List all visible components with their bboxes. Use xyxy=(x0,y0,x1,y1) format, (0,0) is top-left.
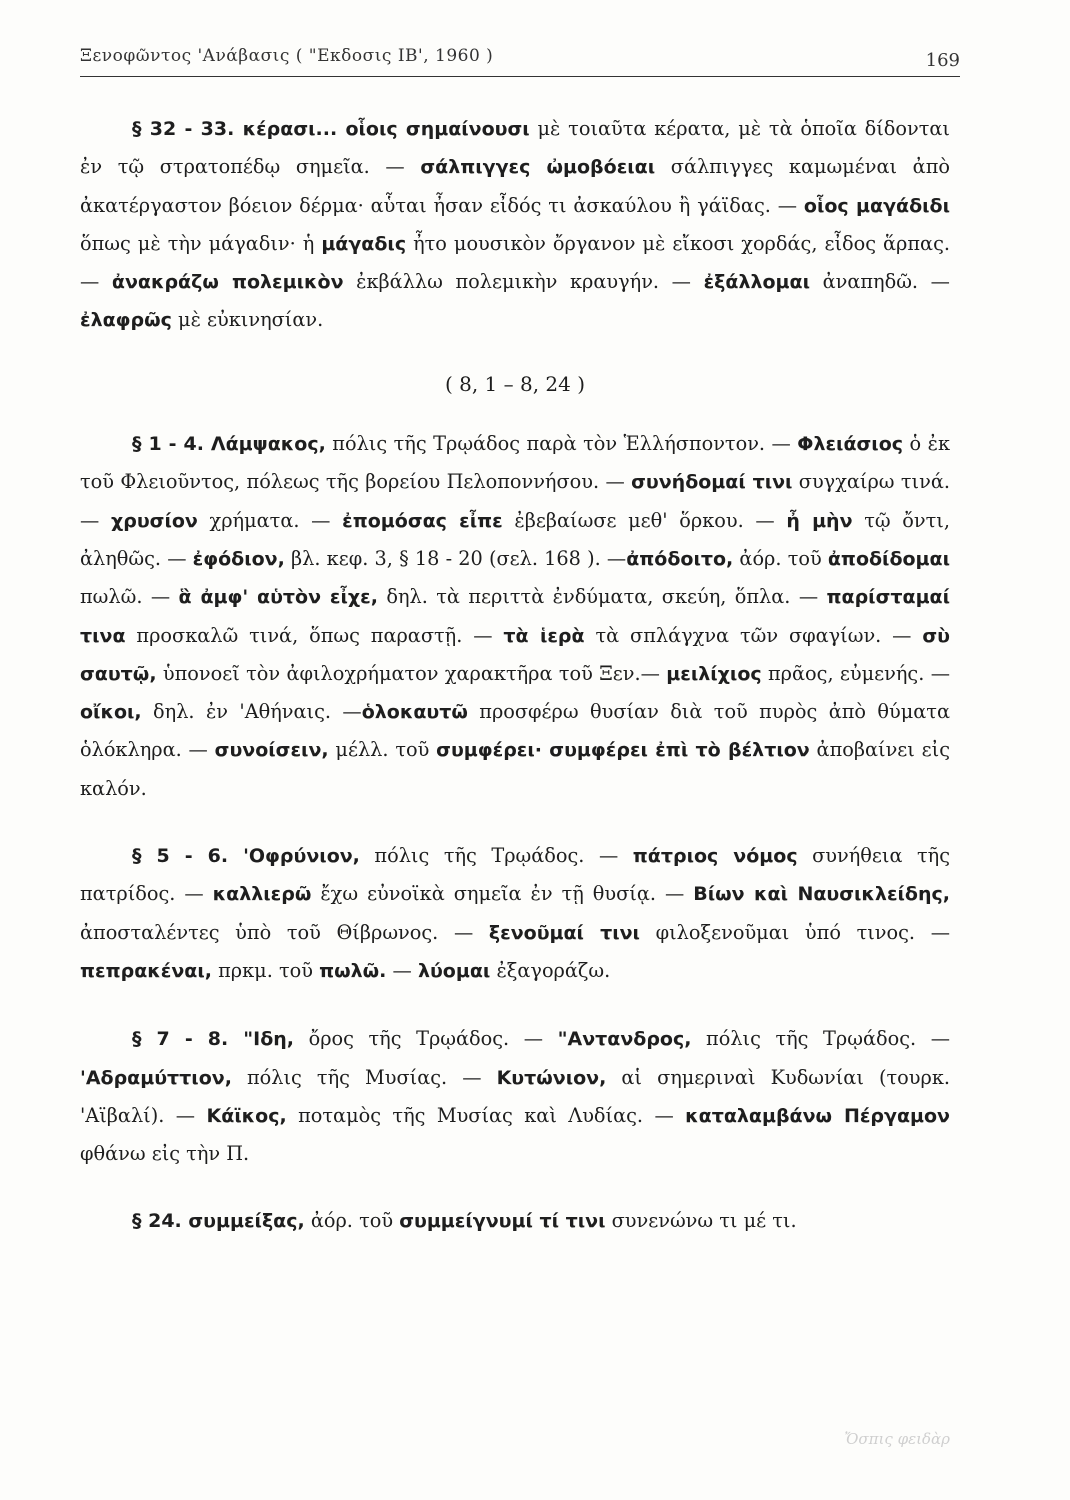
headword: μειλίχιος xyxy=(666,662,762,685)
headword: Κάϊκος, xyxy=(206,1104,287,1127)
paragraph-5-6 xyxy=(80,837,950,990)
headword: ἐφόδιον, xyxy=(192,547,285,570)
gloss: ὑπονοεῖ τὸν ἀφιλοχρήματον χαρακτῆρα τοῦ Ξεν.— xyxy=(156,661,667,685)
headword: Βίων καὶ Ναυσικλείδης, xyxy=(693,883,950,906)
headword: ἀνακράζω πολεμικὸν xyxy=(111,271,344,294)
gloss: μὲ τοιαῦτα κέρατα, μὲ τὰ ὁποῖα δίδονται ἐν τῷ στρατοπέδῳ σημεῖα. — xyxy=(80,117,950,179)
gloss: τῷ ὄντι, ἀληθῶς. — xyxy=(80,508,950,570)
headword: σὺ σαυτῷ, xyxy=(80,624,950,685)
headword: πεπρακέναι, xyxy=(80,959,212,982)
paragraph-32-33 xyxy=(80,110,950,340)
gloss: ἀναπηδῶ. — xyxy=(810,270,950,294)
gloss: πόλις τῆς Τρῳάδος. — xyxy=(691,1027,950,1051)
gloss: πόλις τῆς Τρῳάδος παρὰ τὸν Ἑλλήσποντον. — xyxy=(325,432,798,456)
headword: μάγαδις xyxy=(321,232,407,255)
headword: ἐλαφρῶς xyxy=(80,309,172,332)
headword: ἀποδίδομαι xyxy=(827,547,950,570)
headword: ἐξάλλομαι xyxy=(703,271,810,294)
gloss: ὅπως μὲ τὴν μάγαδιν· ἡ xyxy=(80,231,322,255)
headword: οἷος μαγάδιδι xyxy=(803,194,950,217)
gloss: πόλις τῆς Τρῳάδος. — xyxy=(359,844,633,868)
gloss: χρήματα. — xyxy=(197,508,343,532)
headword: Κυτώνιον, xyxy=(496,1066,607,1089)
gloss: — xyxy=(386,958,418,982)
headword: ἀπόδοιτο, xyxy=(626,547,734,570)
headword: συμφέρει· συμφέρει ἐπὶ τὸ βέλτιον xyxy=(436,739,810,762)
headword: καταλαμβάνω Πέργαμον xyxy=(685,1104,950,1127)
gloss: ὁ ἐκ τοῦ Φλειοῦντος, πόλεως τῆς βορείου Πελοποννήσου. — xyxy=(80,432,950,494)
paragraph-1-4 xyxy=(80,425,950,807)
gloss: φθάνω εἰς τὴν Π. xyxy=(80,1142,250,1166)
headword: καλλιερῶ xyxy=(212,883,312,906)
gloss: προσφέρω θυσίαν διὰ τοῦ πυρὸς ἀπὸ θύματα ὁλόκληρα. — xyxy=(80,700,950,762)
headword: συνοίσειν, xyxy=(214,739,329,762)
gloss: δηλ. τὰ περιττὰ ἐνδύματα, σκεύη, ὅπλα. — xyxy=(377,585,827,609)
paragraph-7-8 xyxy=(80,1020,950,1172)
headword: πάτριος νόμος xyxy=(632,845,798,868)
headword: συμμείγνυμί τί τινι xyxy=(399,1210,606,1233)
gloss: ἀόρ. τοῦ xyxy=(304,1209,400,1233)
gloss: αἱ σημεριναὶ Κυδωνίαι (τουρκ. 'Αϊβαλί). — xyxy=(80,1065,950,1127)
bleed-through-text: Ὄσπις φειδὰρ xyxy=(844,1430,950,1448)
headword: ἐπομόσας εἶπε xyxy=(342,509,503,532)
running-header xyxy=(80,40,960,77)
headword: ὁλοκαυτῶ xyxy=(361,701,468,724)
headword: § 1 - 4. Λάμψακος, xyxy=(132,433,326,456)
headword: τὰ ἱερὰ xyxy=(503,624,585,647)
paragraph-24 xyxy=(80,1202,950,1240)
headword: συνήδομαί τινι xyxy=(631,471,793,494)
gloss: ὄρος τῆς Τρῳάδος. — xyxy=(294,1027,558,1051)
gloss: πρκμ. τοῦ xyxy=(211,958,320,982)
gloss: βλ. κεφ. 3, § 18 - 20 (σελ. 168 ). — xyxy=(284,546,627,570)
headword: ξενοῦμαί τινι xyxy=(488,921,640,944)
headword: 'Αδραμύττιον, xyxy=(80,1066,232,1089)
gloss: πόλις τῆς Μυσίας. — xyxy=(231,1065,497,1089)
headword: σάλπιγγες ὠμοβόειαι xyxy=(420,156,656,179)
gloss: σάλπιγγες καμωμέναι ἀπὸ ἀκατέργαστον βόειον δέρμα· αὗται ἦσαν εἶδός τι ἀσκαύλου ἢ γάϊδας. — xyxy=(80,155,950,217)
gloss: συνήθεια τῆς πατρίδος. — xyxy=(80,844,951,906)
gloss: ἐβεβαίωσε μεθ' ὅρκου. — xyxy=(502,508,787,532)
headword: "Αντανδρος, xyxy=(557,1028,692,1051)
gloss: ποταμὸς τῆς Μυσίας καὶ Λυδίας. — xyxy=(286,1103,686,1127)
gloss: συνενώνω τι μέ τι. xyxy=(605,1209,797,1233)
section-heading: ( 8, 1 – 8, 24 ) xyxy=(444,371,586,396)
page-body xyxy=(80,110,950,1241)
headword: § 32 - 33. κέρασι... οἷοις σημαίνουσι xyxy=(132,118,530,140)
gloss: ἐκβάλλω πολεμικὴν κραυγήν. — xyxy=(343,270,704,294)
gloss: πωλῶ. — xyxy=(80,585,179,609)
headword: χρυσίον xyxy=(110,509,198,532)
headword: λύομαι xyxy=(417,959,491,982)
headword: ἦ μὴν xyxy=(786,509,853,532)
headword: § 24. συμμείξας, xyxy=(132,1210,305,1233)
gloss: ἦτο μουσικὸν ὄργανον μὲ εἴκοσι χορδάς, εἶδος ἅρπας. — xyxy=(80,231,950,294)
gloss: ἀποβαίνει εἰς καλόν. xyxy=(80,738,951,800)
headword: οἴκοι, xyxy=(80,701,142,724)
gloss: δηλ. ἐν 'Αθήναις. — xyxy=(141,700,362,724)
gloss: ἔχω εὐνοϊκὰ σημεῖα ἐν τῇ θυσίᾳ. — xyxy=(311,882,694,906)
page-number: 169 xyxy=(925,50,960,71)
gloss: προσκαλῶ τινά, ὅπως παραστῇ. — xyxy=(125,623,504,647)
gloss: πρᾶος, εὐμενής. — xyxy=(761,661,950,685)
gloss: ἐξαγοράζω. xyxy=(490,958,611,982)
gloss: τὰ σπλάγχνα τῶν σφαγίων. — xyxy=(584,623,923,647)
headword: § 7 - 8. "Ιδη, xyxy=(132,1028,295,1051)
headword: Φλειάσιος xyxy=(797,433,904,456)
running-title: Ξενοφῶντος 'Ανάβασις ( "Εκδοσις ΙΒ', 1960 ) xyxy=(80,46,494,66)
gloss: ἀποσταλέντες ὑπὸ τοῦ Θίβρωνος. — xyxy=(80,920,489,944)
headword: παρίσταμαί τινα xyxy=(80,586,950,647)
headword: ἃ ἀμφ' αὑτὸν εἶχε, xyxy=(178,586,378,609)
gloss: μὲ εὐκινησίαν. xyxy=(171,308,324,332)
gloss: ἀόρ. τοῦ xyxy=(733,546,828,570)
gloss: συγχαίρω τινά. — xyxy=(80,470,950,532)
gloss: φιλοξενοῦμαι ὑπό τινος. — xyxy=(639,920,950,944)
headword: πωλῶ. xyxy=(319,959,387,982)
gloss: μέλλ. τοῦ xyxy=(328,738,437,762)
headword: § 5 - 6. 'Οφρύνιον, xyxy=(132,845,360,868)
